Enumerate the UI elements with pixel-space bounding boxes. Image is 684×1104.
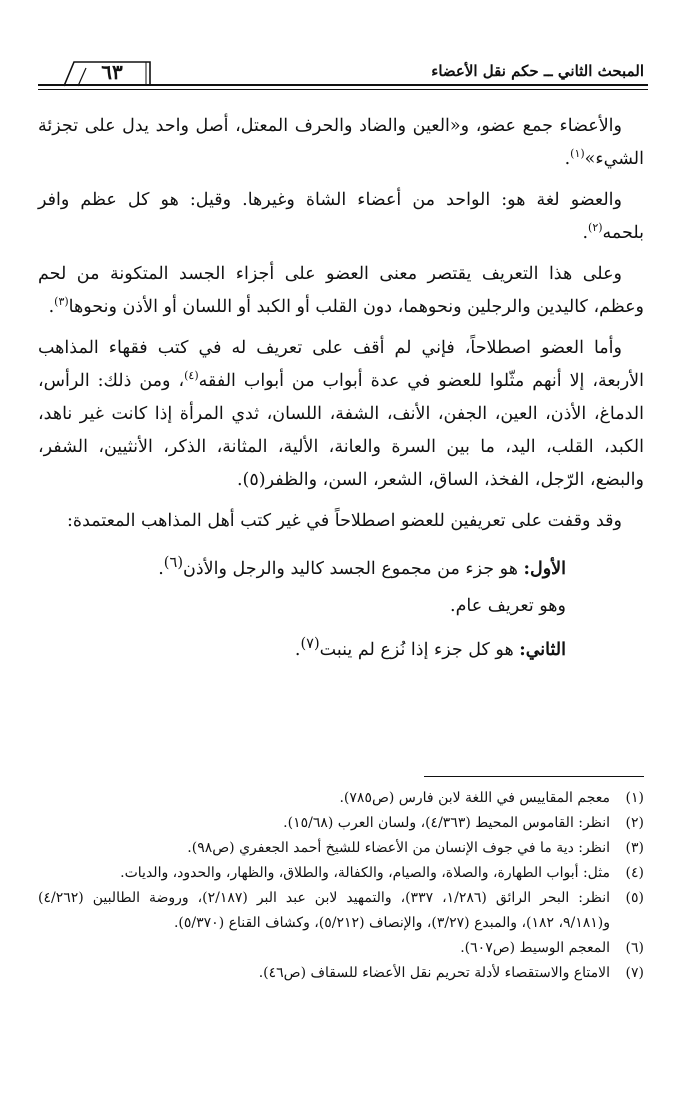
footnote-separator: [424, 776, 644, 777]
main-text: [38, 110, 644, 671]
footnote-item: (٣) انظر: دية ما في جوف الإنسان من الأعضاء للشيخ أحمد الجعفري (ص٩٨).: [187, 840, 644, 856]
footnote-item: (٦) المعجم الوسيط (ص٦٠٧).: [460, 940, 644, 956]
footnote-ref[interactable]: (٣): [54, 295, 69, 309]
page-header: [38, 44, 648, 90]
header-rule: [38, 84, 648, 86]
definition-first: الأول: هو جزء من مجموع الجسد كاليد والرجل والأذن$^{(٦)}$.: [158, 554, 566, 579]
footnote-item: (١) معجم المقاييس في اللغة لابن فارس (ص٧٨٥).: [339, 790, 644, 806]
footnote-ref[interactable]: (٤): [184, 369, 199, 383]
paragraph: وأما العضو اصطلاحاً، فإني لم أقف على تعريف له في كتب فقهاء المذاهب الأربعة، إلا أنهم مثّلوا للعضو في عدة أبواب من أبواب الفقه$^{(٤)}$، ومن ذلك: الرأس، الدماغ، الأذن، العين، الجفن، الأنف، الشفة، اللسان، ثدي المرأة إذا كانت غير ناهد، الكبد، القلب، اليد، ما بين السرة والعانة، الألية، المثانة، الذكر، الأنثيين، الشفر، والبضع، الرّجل، الفخذ، الساق، الشعر، السن، والظفر(٥).: [38, 338, 644, 490]
page-number: ٦٣: [101, 60, 123, 84]
footnote-ref[interactable]: (٦): [163, 554, 184, 571]
definition-term: الأول:: [523, 558, 566, 579]
footnote-ref[interactable]: (٧): [300, 634, 320, 652]
footnotes: [38, 786, 644, 986]
footnote-item: (٧) الامتاع والاستقصاء لأدلة تحريم نقل الأعضاء للسقاف (ص٤٦).: [258, 965, 644, 981]
footnote-item: (٤) مثل: أبواب الطهارة، والصلاة، والصيام، والكفالة، والطلاق، والظهار، والحدود، والديات.: [120, 865, 644, 881]
footnote-ref[interactable]: (٢): [588, 221, 603, 235]
running-title: المبحث الثاني ــ حكم نقل الأعضاء: [431, 62, 644, 80]
paragraph: والأعضاء جمع عضو، و«العين والضاد والحرف المعتل، أصل واحد يدل على تجزئة الشيء»$^{(١)}$.: [38, 116, 644, 169]
definition-term: الثاني:: [519, 639, 566, 660]
footnote-item: (٥) انظر: البحر الرائق (١/٢٨٦، ٣٣٧)، والتمهيد لابن عبد البر (٢/١٨٧)، وروضة الطالبين (٤/٢٦٢) و(٩/١٨١، ١٨٢)، والمبدع (٣/٢٧)، والإنصاف (٥/٢١٢)، وكشاف القناع (٥/٣٧٠).: [38, 890, 644, 931]
paragraph: وقد وقفت على تعريفين للعضو اصطلاحاً في غير كتب أهل المذاهب المعتمدة:: [67, 511, 622, 531]
header-rule-thin: [38, 89, 648, 90]
definition-second: الثاني: هو كل جزء إذا نُزع لم ينبت$^{(٧)}$.: [294, 634, 566, 660]
footnote-ref[interactable]: (١): [570, 147, 585, 161]
footnote-item: (٢) انظر: القاموس المحيط (٤/٣٦٣)، ولسان العرب (١٥/٦٨).: [283, 815, 644, 831]
definition-note: وهو تعريف عام.: [450, 595, 566, 616]
paragraph: وعلى هذا التعريف يقتصر معنى العضو على أجزاء الجسد المتكونة من لحم وعظم، كاليدين والرجلين ونحوهما، دون القلب أو الكبد أو اللسان أو الأذن ونحوها$^{(٣)}$.: [38, 264, 644, 317]
paragraph: والعضو لغة هو: الواحد من أعضاء الشاة وغيرها. وقيل: هو كل عظم وافر بلحمه$^{(٢)}$.: [38, 190, 644, 243]
